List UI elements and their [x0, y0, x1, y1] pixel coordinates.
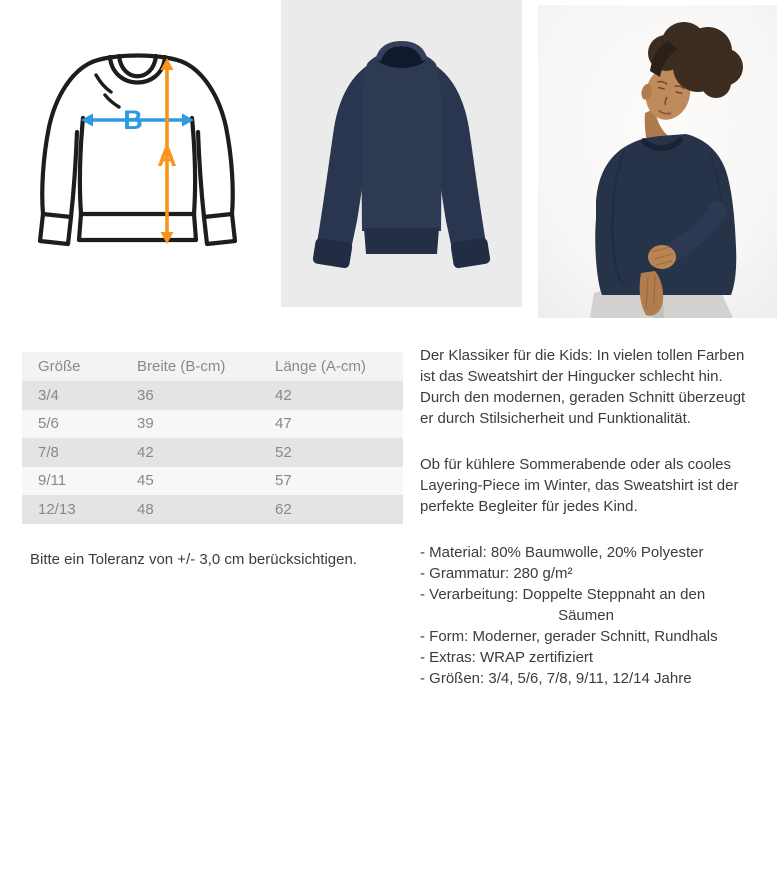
length-arrow-label: A — [157, 142, 177, 172]
spec-extras: - Extras: WRAP zertifiziert — [420, 649, 594, 666]
navy-sweatshirt-flatlay — [281, 0, 522, 307]
length-cell: 42 — [275, 386, 292, 404]
description-paragraph: Ob für kühlere Sommerabende oder als cooles Layering-Piece im Winter, das Sweatshirt ist der perfekte Begleiter für jedes Kind. — [420, 456, 739, 515]
size-cell: 9/11 — [38, 472, 67, 490]
sweatshirt-line-art — [40, 56, 235, 245]
model-sweatshirt — [595, 134, 736, 295]
spec-verarbeitung-wrap: Säumen — [558, 607, 614, 624]
width-cell: 42 — [137, 443, 154, 461]
table-row — [22, 381, 403, 410]
kid-model-illustration — [538, 5, 777, 318]
spec-verarbeitung: - Verarbeitung: Doppelte Steppnaht an den — [420, 586, 706, 603]
column-header-length: Länge (A-cm) — [275, 358, 366, 375]
length-cell: 52 — [275, 443, 292, 461]
width-arrow-label: B — [123, 105, 143, 135]
spec-material: - Material: 80% Baumwolle, 20% Polyester — [420, 544, 704, 561]
size-cell: 7/8 — [38, 443, 59, 461]
size-cell: 5/6 — [38, 415, 59, 433]
length-cell: 57 — [275, 472, 292, 490]
description-paragraph: Der Klassiker für die Kids: In vielen tollen Farben ist das Sweatshirt der Hingucker schlecht hin. Durch den modernen, geraden Schnitt überzeugt er durch Stilsicherheit und Funktionalität. — [420, 347, 746, 427]
column-header-width: Breite (B-cm) — [137, 358, 226, 375]
length-cell: 47 — [275, 415, 292, 433]
width-cell: 45 — [137, 472, 154, 490]
size-cell: 3/4 — [38, 386, 59, 404]
tolerance-note: Bitte ein Toleranz von +/- 3,0 cm berücksichtigen. — [30, 551, 357, 568]
spec-grammatur: - Grammatur: 280 g/m² — [420, 565, 573, 582]
sweatshirt-outline-drawing — [30, 50, 245, 250]
width-cell: 36 — [137, 386, 154, 404]
width-cell: 39 — [137, 415, 154, 433]
spec-list — [420, 542, 752, 689]
table-row — [22, 467, 403, 496]
table-row — [22, 438, 403, 467]
table-row — [22, 495, 403, 524]
spec-form: - Form: Moderner, gerader Schnitt, Rundhals — [420, 628, 718, 645]
size-diagram-image — [30, 50, 245, 250]
size-table-header-row — [22, 352, 403, 381]
width-cell: 48 — [137, 500, 154, 518]
table-row — [22, 410, 403, 439]
product-description — [420, 345, 752, 689]
product-flatlay-image — [281, 0, 522, 307]
length-cell: 62 — [275, 500, 292, 518]
column-header-size: Größe — [38, 358, 81, 375]
model-photo-image — [538, 5, 777, 318]
spec-groessen: - Größen: 3/4, 5/6, 7/8, 9/11, 12/14 Jahre — [420, 670, 692, 687]
size-table — [22, 352, 403, 524]
size-cell: 12/13 — [38, 500, 76, 518]
